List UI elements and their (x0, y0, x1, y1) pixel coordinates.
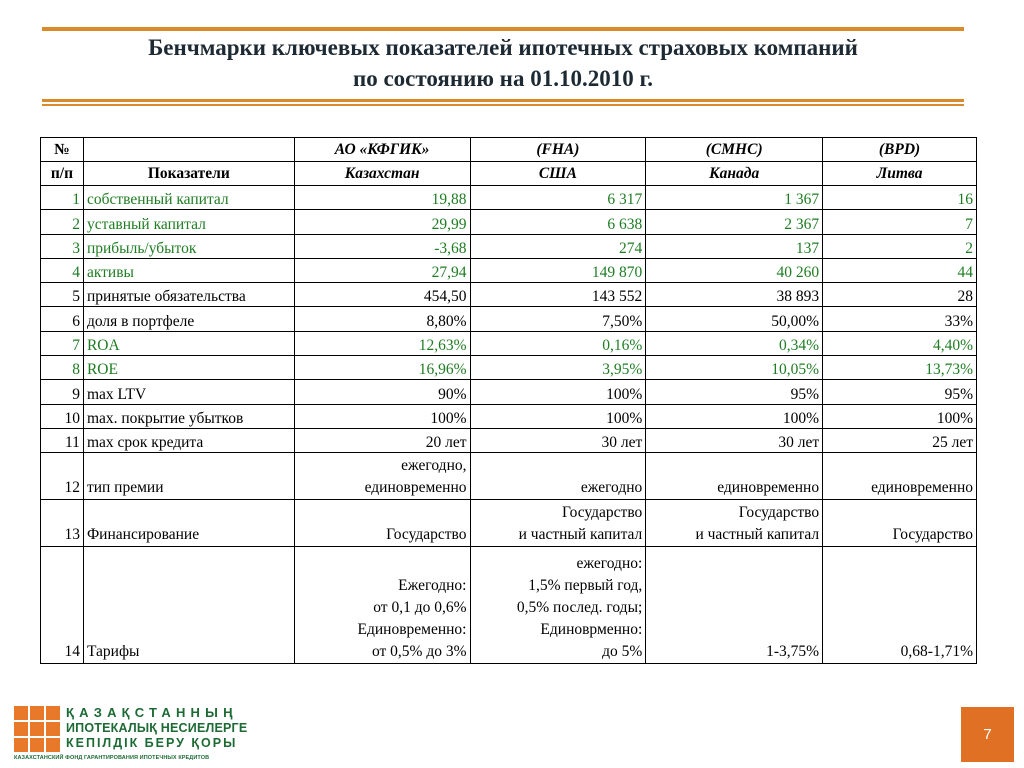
header-company-lt: (BPD) (823, 138, 977, 162)
cell-line: и частный капитал (518, 526, 643, 544)
value-us: 149 870 (470, 258, 646, 282)
logo-text (66, 705, 247, 751)
header-row-2 (41, 162, 977, 186)
cell-line: до 5% (602, 643, 643, 661)
row-number: 5 (41, 283, 84, 307)
cell-line: Государство (561, 504, 643, 522)
logo-square (30, 722, 44, 736)
benchmark-table (40, 137, 977, 664)
value-us: 100% (470, 380, 646, 404)
cell-line: Единоврменно: (540, 621, 643, 639)
value-kz: 19,88 (294, 186, 470, 210)
value-us (470, 453, 646, 500)
value-us: 143 552 (470, 283, 646, 307)
value-kz: 20 лет (294, 428, 470, 452)
value-ca: 30 лет (646, 428, 823, 452)
indicator-name: активы (83, 258, 294, 282)
cell-line: 1-3,75% (766, 643, 820, 661)
header-pp: п/п (41, 162, 84, 186)
table-row (41, 500, 977, 547)
value-lt: 4,40% (823, 331, 977, 355)
indicator-name: max. покрытие убытков (83, 404, 294, 428)
row-number: 3 (41, 234, 84, 258)
indicator-name: прибыль/убыток (83, 234, 294, 258)
value-kz: 29,99 (294, 210, 470, 234)
value-kz: 8,80% (294, 307, 470, 331)
value-lt (823, 453, 977, 500)
header-empty (83, 138, 294, 162)
cell-line: единовременно (871, 479, 973, 497)
table-row (41, 453, 977, 500)
logo-square (46, 722, 60, 736)
value-lt: 13,73% (823, 356, 977, 380)
row-number: 11 (41, 428, 84, 452)
value-ca: 137 (646, 234, 823, 258)
header-number-sign: № (41, 138, 84, 162)
cell-line: от 0,1 до 0,6% (373, 599, 467, 617)
value-ca (646, 453, 823, 500)
row-number: 4 (41, 258, 84, 282)
indicator-name: Финансирование (83, 500, 294, 547)
row-number: 8 (41, 356, 84, 380)
value-kz: -3,68 (294, 234, 470, 258)
title-line-1: Бенчмарки ключевых показателей ипотечных страховых компаний (148, 35, 858, 60)
value-us: 7,50% (470, 307, 646, 331)
logo-square (14, 722, 28, 736)
logo-square (46, 706, 60, 720)
cell-line: от 0,5% до 3% (371, 643, 467, 661)
cell-line: Ежегодно: (398, 577, 467, 595)
value-lt (823, 500, 977, 547)
value-us (470, 500, 646, 547)
value-kz: 12,63% (294, 331, 470, 355)
row-number: 14 (41, 547, 84, 664)
value-ca (646, 500, 823, 547)
table-row (41, 547, 977, 664)
logo-square (14, 706, 28, 720)
value-lt: 2 (823, 234, 977, 258)
value-lt: 7 (823, 210, 977, 234)
header-country-lt: Литва (823, 162, 977, 186)
page-title (42, 32, 964, 94)
table-row (41, 210, 977, 234)
row-number: 1 (41, 186, 84, 210)
cell-line: ежегодно, (401, 457, 467, 475)
top-rule (42, 27, 964, 31)
header-company-kz: АО «КФГИК» (294, 138, 470, 162)
cell-line: Государство (738, 504, 820, 522)
indicator-name: max LTV (83, 380, 294, 404)
value-lt: 16 (823, 186, 977, 210)
logo-line-2: ИПОТЕКАЛЫҚ НЕСИЕЛЕРГЕ (66, 721, 248, 735)
indicator-name: Тарифы (83, 547, 294, 664)
indicator-name: тип премии (83, 453, 294, 500)
header-row-1 (41, 138, 977, 162)
cell-line: Государство (892, 526, 973, 544)
cell-line: ежегодно (580, 479, 643, 497)
bottom-rule-2 (42, 104, 964, 106)
page-number: 7 (961, 707, 1014, 762)
value-us: 30 лет (470, 428, 646, 452)
value-us (470, 547, 646, 664)
table-row (41, 331, 977, 355)
value-ca: 1 367 (646, 186, 823, 210)
indicator-name: ROA (83, 331, 294, 355)
bottom-rule-1 (42, 99, 964, 102)
cell-line: единовременно (717, 479, 820, 497)
value-us: 100% (470, 404, 646, 428)
value-lt: 100% (823, 404, 977, 428)
value-us: 6 317 (470, 186, 646, 210)
value-ca: 50,00% (646, 307, 823, 331)
value-kz: 16,96% (294, 356, 470, 380)
logo-square (30, 738, 44, 752)
row-number: 13 (41, 500, 84, 547)
value-lt: 25 лет (823, 428, 977, 452)
value-lt: 95% (823, 380, 977, 404)
cell-line: Единовременно: (357, 621, 467, 639)
cell-line: 0,5% послед. годы; (516, 599, 643, 617)
value-kz: 454,50 (294, 283, 470, 307)
value-ca: 40 260 (646, 258, 823, 282)
indicator-name: принятые обязательства (83, 283, 294, 307)
cell-line: единовременно (364, 479, 467, 497)
table-row (41, 428, 977, 452)
value-lt: 44 (823, 258, 977, 282)
logo-square (30, 706, 44, 720)
table-row (41, 283, 977, 307)
logo-line-3: КЕПІЛДІК БЕРУ ҚОРЫ (66, 736, 238, 750)
value-ca: 10,05% (646, 356, 823, 380)
table-row (41, 307, 977, 331)
value-ca: 2 367 (646, 210, 823, 234)
row-number: 2 (41, 210, 84, 234)
value-lt (823, 547, 977, 664)
table-row (41, 234, 977, 258)
header-country-kz: Казахстан (294, 162, 470, 186)
value-lt: 28 (823, 283, 977, 307)
table-row (41, 186, 977, 210)
value-kz: 100% (294, 404, 470, 428)
cell-line: и частный капитал (695, 526, 820, 544)
value-ca: 95% (646, 380, 823, 404)
value-us: 274 (470, 234, 646, 258)
cell-line: 1,5% первый год, (528, 577, 643, 595)
row-number: 9 (41, 380, 84, 404)
indicator-name: доля в портфеле (83, 307, 294, 331)
value-us: 3,95% (470, 356, 646, 380)
cell-line: Государство (386, 526, 467, 544)
value-us: 6 638 (470, 210, 646, 234)
logo-square (14, 738, 28, 752)
indicator-name: max срок кредита (83, 428, 294, 452)
table-row (41, 258, 977, 282)
value-kz: 27,94 (294, 258, 470, 282)
value-ca: 0,34% (646, 331, 823, 355)
table-row (41, 404, 977, 428)
value-kz (294, 547, 470, 664)
cell-line: 0,68-1,71% (900, 643, 973, 661)
value-ca: 100% (646, 404, 823, 428)
row-number: 12 (41, 453, 84, 500)
header-company-ca: (CMHC) (646, 138, 823, 162)
value-ca: 38 893 (646, 283, 823, 307)
title-line-2: по состоянию на 01.10.2010 г. (352, 66, 654, 91)
cell-line: ежегодно: (576, 555, 643, 573)
row-number: 6 (41, 307, 84, 331)
value-kz (294, 453, 470, 500)
indicator-name: ROE (83, 356, 294, 380)
value-ca (646, 547, 823, 664)
row-number: 10 (41, 404, 84, 428)
value-lt: 33% (823, 307, 977, 331)
indicator-name: собственный капитал (83, 186, 294, 210)
header-country-ca: Канада (646, 162, 823, 186)
logo-square (46, 738, 60, 752)
header-company-us: (FHA) (470, 138, 646, 162)
header-indicators: Показатели (83, 162, 294, 186)
value-kz: 90% (294, 380, 470, 404)
table-row (41, 380, 977, 404)
row-number: 7 (41, 331, 84, 355)
table-row (41, 356, 977, 380)
header-country-us: США (470, 162, 646, 186)
indicator-name: уставный капитал (83, 210, 294, 234)
value-us: 0,16% (470, 331, 646, 355)
logo-line-1: ҚАЗАҚСТАННЫҢ (66, 705, 238, 720)
value-kz (294, 500, 470, 547)
logo-subtitle: КАЗАХСТАНСКИЙ ФОНД ГАРАНТИРОВАНИЯ ИПОТЕЧНЫХ КРЕДИТОВ (14, 755, 210, 761)
